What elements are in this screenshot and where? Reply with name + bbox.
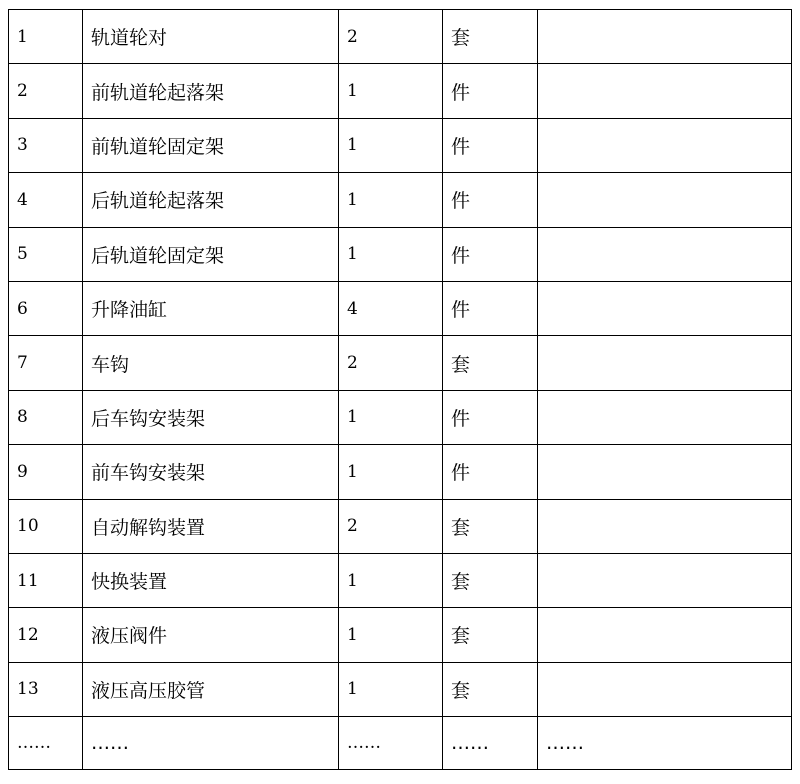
remark-cell <box>538 662 792 716</box>
part-name-cell: 轨道轮对 <box>83 10 339 64</box>
part-name-cell: …… <box>83 717 339 770</box>
part-name-cell: 液压阀件 <box>83 608 339 662</box>
table-row <box>9 499 792 553</box>
unit-cell: …… <box>443 717 538 770</box>
unit-cell: 套 <box>443 662 538 716</box>
row-number-cell: 13 <box>9 662 83 716</box>
table-row <box>9 553 792 607</box>
row-number-cell: 11 <box>9 553 83 607</box>
unit-cell: 件 <box>443 390 538 444</box>
table-row <box>9 336 792 390</box>
quantity-cell: 1 <box>339 227 443 281</box>
unit-cell: 件 <box>443 173 538 227</box>
quantity-cell: …… <box>339 717 443 770</box>
table-row <box>9 118 792 172</box>
quantity-cell: 1 <box>339 64 443 118</box>
row-number-cell: 4 <box>9 173 83 227</box>
unit-cell: 套 <box>443 499 538 553</box>
remark-cell <box>538 118 792 172</box>
remark-cell <box>538 173 792 227</box>
row-number-cell: 1 <box>9 10 83 64</box>
remark-cell <box>538 64 792 118</box>
unit-cell: 件 <box>443 281 538 335</box>
part-name-cell: 后车钩安装架 <box>83 390 339 444</box>
quantity-cell: 1 <box>339 173 443 227</box>
unit-cell: 套 <box>443 10 538 64</box>
table-row <box>9 662 792 716</box>
quantity-cell: 1 <box>339 608 443 662</box>
unit-cell: 套 <box>443 608 538 662</box>
part-name-cell: 快换装置 <box>83 553 339 607</box>
table-row <box>9 608 792 662</box>
row-number-cell: …… <box>9 717 83 770</box>
row-number-cell: 6 <box>9 281 83 335</box>
quantity-cell: 1 <box>339 662 443 716</box>
table-row <box>9 445 792 499</box>
remark-cell <box>538 553 792 607</box>
part-name-cell: 前车钩安装架 <box>83 445 339 499</box>
table-row <box>9 10 792 64</box>
quantity-cell: 1 <box>339 390 443 444</box>
remark-cell <box>538 390 792 444</box>
part-name-cell: 自动解钩装置 <box>83 499 339 553</box>
row-number-cell: 9 <box>9 445 83 499</box>
quantity-cell: 1 <box>339 445 443 499</box>
row-number-cell: 7 <box>9 336 83 390</box>
unit-cell: 套 <box>443 336 538 390</box>
part-name-cell: 前轨道轮起落架 <box>83 64 339 118</box>
row-number-cell: 12 <box>9 608 83 662</box>
unit-cell: 件 <box>443 64 538 118</box>
remark-cell <box>538 227 792 281</box>
unit-cell: 件 <box>443 118 538 172</box>
quantity-cell: 2 <box>339 499 443 553</box>
quantity-cell: 1 <box>339 118 443 172</box>
remark-cell <box>538 281 792 335</box>
table-row <box>9 390 792 444</box>
quantity-cell: 2 <box>339 336 443 390</box>
part-name-cell: 前轨道轮固定架 <box>83 118 339 172</box>
remark-cell <box>538 499 792 553</box>
unit-cell: 件 <box>443 445 538 499</box>
parts-table-container <box>8 9 791 770</box>
table-row-ellipsis <box>9 717 792 770</box>
table-row <box>9 281 792 335</box>
quantity-cell: 1 <box>339 553 443 607</box>
row-number-cell: 8 <box>9 390 83 444</box>
row-number-cell: 5 <box>9 227 83 281</box>
part-name-cell: 车钩 <box>83 336 339 390</box>
unit-cell: 件 <box>443 227 538 281</box>
table-row <box>9 173 792 227</box>
part-name-cell: 后轨道轮起落架 <box>83 173 339 227</box>
remark-cell <box>538 10 792 64</box>
remark-cell <box>538 608 792 662</box>
part-name-cell: 液压高压胶管 <box>83 662 339 716</box>
remark-cell <box>538 336 792 390</box>
row-number-cell: 10 <box>9 499 83 553</box>
quantity-cell: 4 <box>339 281 443 335</box>
part-name-cell: 升降油缸 <box>83 281 339 335</box>
part-name-cell: 后轨道轮固定架 <box>83 227 339 281</box>
row-number-cell: 3 <box>9 118 83 172</box>
parts-table <box>8 9 792 770</box>
row-number-cell: 2 <box>9 64 83 118</box>
quantity-cell: 2 <box>339 10 443 64</box>
remark-cell: …… <box>538 717 792 770</box>
unit-cell: 套 <box>443 553 538 607</box>
table-row <box>9 227 792 281</box>
table-row <box>9 64 792 118</box>
remark-cell <box>538 445 792 499</box>
